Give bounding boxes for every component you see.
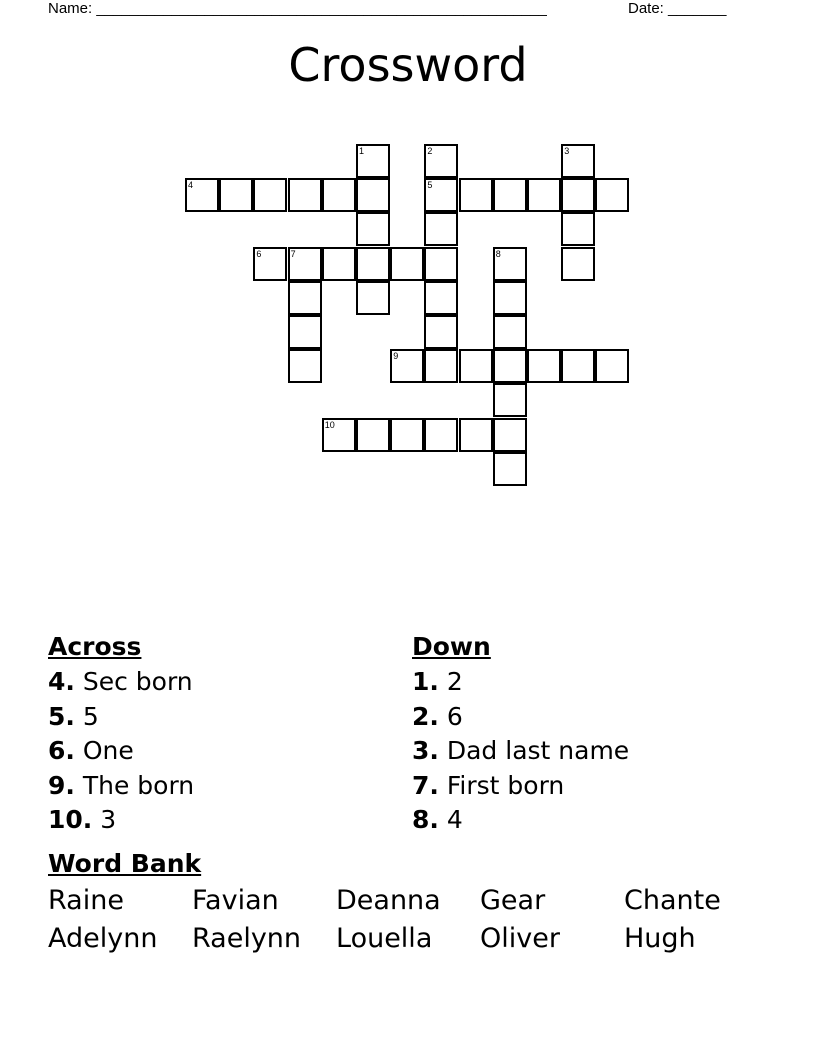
crossword-cell[interactable] xyxy=(595,178,629,212)
crossword-cell[interactable] xyxy=(424,178,458,212)
crossword-cell[interactable] xyxy=(595,349,629,383)
word-bank-word: Oliver xyxy=(480,923,560,954)
crossword-cell[interactable] xyxy=(356,247,390,281)
crossword-cell[interactable] xyxy=(356,418,390,452)
clue-number: 1 xyxy=(359,146,365,156)
crossword-cell[interactable] xyxy=(424,212,458,246)
down-clue: 8. 4 xyxy=(412,805,463,834)
crossword-cell[interactable] xyxy=(561,178,595,212)
down-clue: 1. 2 xyxy=(412,667,463,696)
crossword-cell[interactable] xyxy=(219,178,253,212)
word-bank-word: Deanna xyxy=(336,885,441,916)
down-clue: 7. First born xyxy=(412,770,565,800)
clue-number: 9 xyxy=(393,351,399,362)
clue-number: 5 xyxy=(427,180,433,191)
across-clue-list xyxy=(48,665,194,838)
crossword-cell[interactable] xyxy=(527,349,561,383)
word-bank xyxy=(48,882,768,958)
crossword-grid xyxy=(0,0,816,520)
across-clue: 4. Sec born xyxy=(48,667,193,696)
across-clue: 10. 3 xyxy=(48,805,117,834)
crossword-cell[interactable] xyxy=(288,349,322,383)
word-bank-word: Hugh xyxy=(624,923,696,954)
crossword-cell[interactable] xyxy=(493,452,527,486)
word-bank-word: Favian xyxy=(192,885,279,916)
crossword-cell[interactable] xyxy=(424,418,458,452)
down-clue: 3. Dad last name xyxy=(412,736,630,765)
clue-number: 3 xyxy=(564,146,570,156)
crossword-cell[interactable] xyxy=(527,178,561,212)
word-bank-word: Adelynn xyxy=(48,923,158,954)
down-clue-list xyxy=(412,665,629,838)
crossword-cell[interactable] xyxy=(322,178,356,212)
crossword-cell[interactable] xyxy=(356,144,390,178)
crossword-cell[interactable] xyxy=(322,247,356,281)
across-clue: 9. The born xyxy=(48,770,195,800)
across-heading: Across xyxy=(48,632,142,661)
word-bank-word: Raelynn xyxy=(192,923,302,954)
clue-number: 6 xyxy=(256,248,262,259)
word-bank-heading: Word Bank xyxy=(48,849,202,878)
crossword-cell[interactable] xyxy=(561,247,595,281)
crossword-cell[interactable] xyxy=(288,178,322,212)
word-bank-word: Raine xyxy=(48,885,124,916)
crossword-cell[interactable] xyxy=(493,281,527,315)
crossword-cell[interactable] xyxy=(459,418,493,452)
down-heading: Down xyxy=(412,632,491,661)
crossword-cell[interactable] xyxy=(356,178,390,212)
crossword-cell[interactable] xyxy=(390,418,424,452)
crossword-cell[interactable] xyxy=(493,349,527,383)
clue-number: 8 xyxy=(495,248,501,259)
crossword-cell[interactable] xyxy=(390,349,424,383)
page-title: Crossword xyxy=(288,38,528,92)
clue-number: 2 xyxy=(427,146,433,156)
crossword-cell[interactable] xyxy=(288,315,322,349)
crossword-cell[interactable] xyxy=(493,383,527,417)
crossword-cell[interactable] xyxy=(288,247,322,281)
crossword-cell[interactable] xyxy=(253,178,287,212)
crossword-cell[interactable] xyxy=(253,247,287,281)
crossword-cell[interactable] xyxy=(390,247,424,281)
word-bank-word: Gear xyxy=(480,885,546,916)
crossword-cell[interactable] xyxy=(288,281,322,315)
crossword-cell[interactable] xyxy=(561,144,595,178)
across-clue: 6. One xyxy=(48,736,134,765)
word-bank-word: Chante xyxy=(624,885,721,916)
crossword-cell[interactable] xyxy=(459,349,493,383)
crossword-cell[interactable] xyxy=(356,212,390,246)
crossword-cell[interactable] xyxy=(185,178,219,212)
date-field-line: Date: _______ xyxy=(628,0,727,17)
down-clue: 2. 6 xyxy=(412,701,463,731)
crossword-cell[interactable] xyxy=(424,144,458,178)
across-clue: 5. 5 xyxy=(48,701,99,731)
crossword-cell[interactable] xyxy=(493,315,527,349)
crossword-cell[interactable] xyxy=(493,247,527,281)
crossword-cell[interactable] xyxy=(356,281,390,315)
clue-number: 4 xyxy=(188,180,194,191)
crossword-cell[interactable] xyxy=(424,247,458,281)
crossword-cell[interactable] xyxy=(493,178,527,212)
crossword-cell[interactable] xyxy=(561,349,595,383)
crossword-cell[interactable] xyxy=(424,315,458,349)
crossword-cell[interactable] xyxy=(561,212,595,246)
crossword-cell[interactable] xyxy=(459,178,493,212)
crossword-cell[interactable] xyxy=(424,349,458,383)
word-bank-word: Louella xyxy=(336,923,433,954)
clue-number: 7 xyxy=(290,248,296,259)
crossword-cell[interactable] xyxy=(493,418,527,452)
crossword-cell[interactable] xyxy=(424,281,458,315)
clue-number: 10 xyxy=(324,419,335,430)
name-field-line: Name: ______________________________________________________ xyxy=(48,0,547,17)
crossword-cell[interactable] xyxy=(322,418,356,452)
